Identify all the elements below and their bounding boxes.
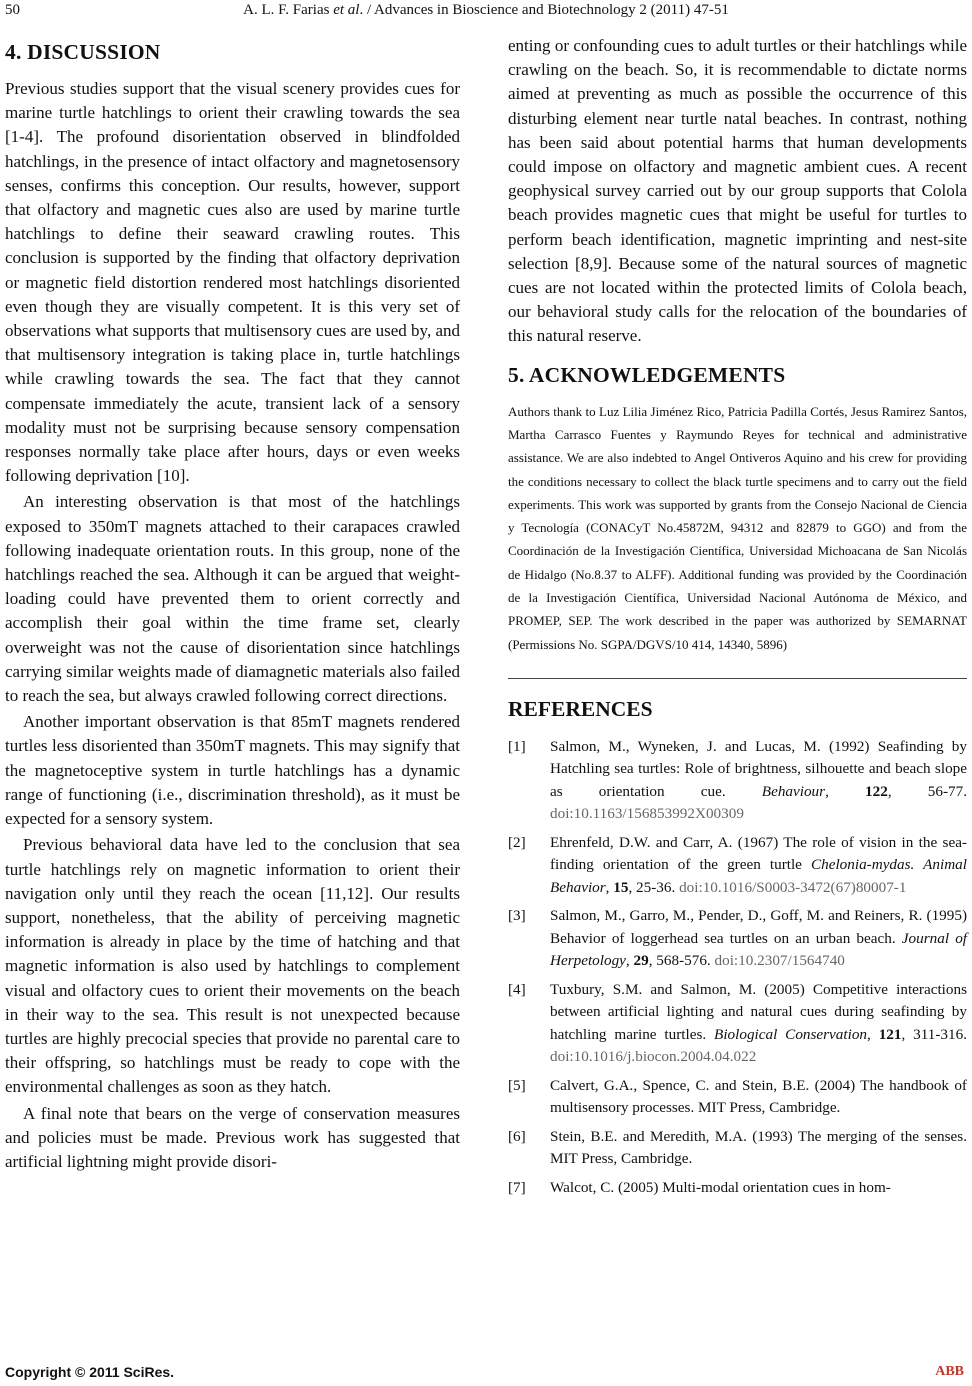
reference-pages: , 568-576.	[648, 952, 715, 970]
reference-item	[508, 736, 967, 826]
reference-doi[interactable]: doi:10.2307/1564740	[714, 952, 845, 970]
reference-item	[508, 979, 967, 1069]
reference-volume: 122	[865, 782, 888, 800]
reference-number: [3]	[508, 907, 526, 925]
left-column	[5, 34, 460, 1174]
discussion-paragraph: Another important observation is that 85mT magnets rendered turtles less disoriented than 350mT magnets. This may signify that the magnetoceptive system in turtle hatchlings has a dynamic range of functioning (i.e., discrimination threshold), as it must be expected for a sensory system.	[5, 712, 460, 829]
reference-doi[interactable]: doi:10.1016/S0003-3472(67)80007-1	[679, 878, 907, 896]
running-head-etal: et al	[333, 2, 360, 18]
discussion-continuation: enting or confounding cues to adult turtles or their hatchlings while crawling on the beach. So, it is recommendable to dictate norms aimed at preventing as much as possible the occurrence of this disturbing element near turtle natal beaches. In contrast, nothing has been said about potential harms that human developments could impose on olfactory and magnetic ambient cues. A recent geophysical survey carried out by our group supports that Colola beach provides magnetic cues that might be useful for turtles to perform beach identification, magnetic imprinting and nest-site selection [8,9]. Because some of the natural sources of magnetic cues are not located within the protected limits of Colola beach, our behavioral study calls for the relocation of the boundaries of this natural reserve.	[508, 36, 967, 346]
reference-number: [2]	[508, 833, 526, 851]
section-divider	[508, 678, 967, 679]
reference-pages: , 25-36.	[628, 878, 680, 896]
reference-doi[interactable]: doi:10.1163/156853992X00309	[550, 805, 744, 823]
right-column	[508, 34, 967, 1205]
reference-text: Stein, B.E. and Meredith, M.A. (1993) The merging of the senses. MIT Press, Cambridge.	[550, 1127, 967, 1168]
running-head-authors: A. L. F. Farias	[243, 2, 334, 18]
references-heading: REFERENCES	[508, 696, 653, 721]
reference-text: Walcot, C. (2005) Multi-modal orientation cues in hom-	[550, 1178, 891, 1196]
reference-item	[508, 832, 967, 900]
page-footer	[0, 1360, 972, 1386]
reference-separator: ,	[867, 1025, 879, 1043]
reference-journal: Behaviour	[761, 782, 826, 800]
page-number: 50	[5, 2, 20, 18]
reference-pages: , 311-316.	[901, 1025, 967, 1043]
page-header	[0, 0, 972, 28]
copyright-notice: Copyright © 2011 SciRes.	[5, 1364, 175, 1380]
reference-item	[508, 1177, 967, 1200]
reference-number: [5]	[508, 1076, 526, 1094]
reference-number: [6]	[508, 1127, 526, 1145]
acknowledgements-heading: 5. ACKNOWLEDGEMENTS	[508, 362, 786, 387]
reference-item	[508, 1075, 967, 1120]
discussion-paragraph: A final note that bears on the verge of conservation measures and policies must be made. Previous work has suggested that artificial lightning might provide disori-	[5, 1103, 460, 1171]
discussion-paragraph: An interesting observation is that most of the hatchlings exposed to 350mT magnets attached to their carapaces crawled following inadequate orientation routs. In this group, none of the hatchlings reached the sea. Although it can be argued that weight-loading could have prevented them to orient correctly and accomplish their goal within the time frame set, clearly overweight was not the cause of disorientation since hatchlings carrying similar weights made of diamagnetic materials also failed to reach the sea, but always crawled following correct directions.	[5, 492, 460, 706]
reference-journal: Biological Conservation	[714, 1025, 868, 1043]
reference-text: Tuxbury, S.M. and Salmon, M. (2005) Competitive interactions between artificial lighting and natural cues during seafinding by hatchling marine turtles.	[550, 980, 967, 1043]
reference-journal: Chelonia-mydas. Animal Behavior	[550, 856, 967, 896]
reference-volume: 121	[878, 1025, 902, 1043]
reference-text: Salmon, M., Garro, M., Pender, D., Goff, M. and Reiners, R. (1995) Behavior of loggerhead sea turtles on an urban beach.	[550, 907, 967, 947]
reference-number: [1]	[508, 737, 526, 755]
reference-text: Calvert, G.A., Spence, C. and Stein, B.E. (2004) The handbook of multisensory processes. MIT Press, Cambridge.	[550, 1076, 967, 1117]
reference-separator: ,	[625, 952, 634, 970]
reference-separator: ,	[825, 782, 866, 800]
reference-number: [4]	[508, 980, 526, 998]
running-head-journal: . / Advances in Bioscience and Biotechnology 2 (2011) 47-51	[359, 2, 729, 18]
reference-item	[508, 905, 967, 973]
reference-text: Ehrenfeld, D.W. and Carr, A. (1967) The role of vision in the sea-finding orientation of the green turtle	[550, 833, 967, 874]
reference-number: [7]	[508, 1178, 526, 1196]
journal-abbrev: ABB	[935, 1364, 964, 1379]
reference-journal: Journal of Herpetology	[550, 929, 968, 970]
reference-item	[508, 1126, 967, 1171]
acknowledgements-text: Authors thank to Luz Lilia Jiménez Rico, Patricia Padilla Cortés, Jesus Ramirez Santos, Martha Carrasco Fuentes y Raymundo Reyes for technical and administrative assistance. We are also indebted to Angel Ontiveros Aquino and his crew for providing the conditions necessary to collect the black turtle specimens and to carry out the field experiments. This work was supported by grants from the Consejo Nacional de Ciencia y Tecnología (CONACyT No.45872M, 94312 and 82879 to GGO) and from the Coordinación de la Investigación Científica, Universidad Michoacana de San Nicolás de Hidalgo (No.8.37 to ALFF). Additional funding was provided by the Coordinación de la Investigación Científica, Universidad Nacional Autónoma de México, and PROMEP, SEP. The work described in the paper was authorized by SEMARNAT (Permissions No. SGPA/DGVS/10 414, 14340, 5896)	[508, 403, 967, 652]
reference-list	[508, 736, 967, 1200]
reference-separator: ,	[605, 878, 614, 896]
reference-text: Salmon, M., Wyneken, J. and Lucas, M. (1992) Seafinding by Hatchling sea turtles: Role of brightness, silhouette and beach slope as orientation cue.	[550, 737, 967, 800]
discussion-paragraph: Previous behavioral data have led to the conclusion that sea turtle hatchlings rely on magnetic information to orient their navigation only until they reach the ocean [11,12]. Our results support, nonetheless, that the ability of perceiving magnetic information is already in place by the time of hatching and that magnetic information is also used by hatchlings to complement visual and olfactory cues to orient their movements on the beach in their way to the sea. This result is not unexpected because turtles are highly precocial species that provide no parental care to their offspring, so hatchlings must be ready to cope with the environmental challenges as soon as they hatch.	[5, 835, 460, 1097]
discussion-heading: 4. DISCUSSION	[5, 40, 161, 64]
running-head	[0, 2, 972, 19]
reference-volume: 15	[613, 878, 629, 896]
reference-pages: , 56-77.	[887, 782, 967, 800]
discussion-paragraph: Previous studies support that the visual scenery provides cues for marine turtle hatchlings to orient their crawling towards the sea [1-4]. The profound disorientation observed in blindfolded hatchlings, in the presence of intact olfactory and magnetosensory senses, confirms this conception. Our results, however, support that olfactory and magnetic cues also are used by marine turtle hatchlings to define their seaward crawling routes. This conclusion is supported by the finding that olfactory deprivation or magnetic field distortion rendered most hatchlings disoriented even though they are visually competent. It is this very set of observations what supports that multisensory cues are used by, and that multisensory integration is taking place in, turtle hatchlings while crawling towards the sea. The fact that they cannot compensate immediately the acute, transient lack of a sensory modality must not be surprising because sensory compensation responses normally take place after hours, days or even weeks following deprivation [10].	[5, 79, 460, 486]
reference-volume: 29	[633, 952, 649, 970]
reference-doi[interactable]: doi:10.1016/j.biocon.2004.04.022	[550, 1048, 757, 1066]
